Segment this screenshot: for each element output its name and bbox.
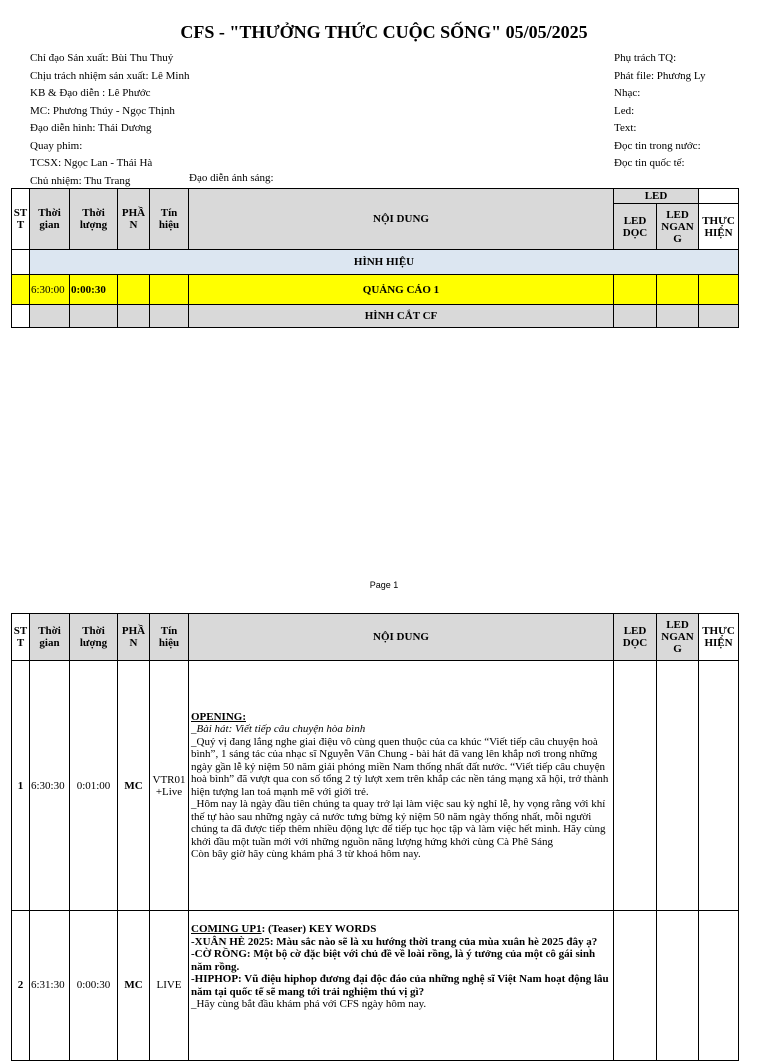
row-stt: 1 [12, 661, 30, 911]
credit-line: Đọc tin trong nước: [614, 139, 701, 152]
credit-line: Quay phim: [30, 139, 83, 152]
row-stt: 2 [12, 911, 30, 1061]
script-paragraph: _Hôm nay là ngày đầu tiên chúng ta quay trở lại làm việc sau kỳ nghỉ lễ, hy vọng rằng với khí thế tự hào sau những ngày cả nước tưng bừng kỷ niệm 50 năm ngày thống nhất, mỗi người chúng ta đã được tiếp thêm nhiều động lực để tiếp tục học tập và làm việc hết mình. Hãy cùng khởi đầu một tuần mới với những nguồn năng lượng hứng khởi cùng Cà Phê Sáng [191, 798, 606, 848]
header-content: NỘI DUNG [189, 614, 614, 661]
table-row [12, 275, 739, 305]
row-duration: 0:01:00 [70, 661, 118, 911]
rundown-table-page2 [11, 613, 739, 1061]
header-led-ngang: LED NGAN G [657, 204, 699, 250]
credit-line: Led: [614, 104, 635, 117]
script-paragraph: _Quý vị đang lắng nghe giai điệu vô cùng quen thuộc của ca khúc “Viết tiếp câu chuyện hoà bình”, 1 sáng tác của nhạc sĩ Nguyễn Văn Chung - bài hát đã vang lên khắp nơi trong những ngày gần lễ kỷ niệm 50 năm giải phóng miền Nam thống nhất đất nước. “Viết tiếp câu chuyện hoà bình” đã vượt qua con số tổng 2 tỷ lượt xem trên khắp các nền tảng mạng xã hội, trở thành hiện tượng lan toả mạnh mẽ với giới trẻ. [191, 735, 609, 798]
credit-line: Đọc tin quốc tế: [614, 157, 685, 169]
header-stt: ST T [12, 614, 30, 661]
header-thuc-hien: THỰC HIỆN [699, 614, 739, 661]
header-led: LED [614, 189, 699, 204]
table-row [12, 305, 739, 328]
table-row [12, 250, 739, 275]
row-signal: VTR01 +Live [150, 661, 189, 911]
song-title: _Bài hát: Viết tiếp câu chuyện hòa bình [191, 723, 366, 735]
row-signal: LIVE [150, 911, 189, 1061]
lighting-director-label: Đạo diễn ánh sáng: [189, 172, 274, 184]
table-row [12, 911, 739, 1061]
row-duration: 0:00:30 [70, 275, 118, 305]
row-time: 6:30:00 [30, 275, 70, 305]
row-duration: 0:00:30 [70, 911, 118, 1061]
credit-line: Chịu trách nhiệm sản xuất: Lê Minh [30, 69, 190, 82]
credit-line: TCSX: Ngọc Lan - Thái Hà [30, 157, 153, 169]
credit-line: MC: Phương Thúy - Ngọc Thịnh [30, 104, 175, 117]
script-paragraph: Còn bây giờ hãy cùng khám phá 3 từ khoá hôm nay. [191, 848, 421, 860]
header-led-doc: LED DỌC [614, 614, 657, 661]
segment-label: QUẢNG CÁO 1 [189, 275, 614, 305]
header-thuc-hien: THỰC HIỆN [699, 204, 739, 250]
header-content: NỘI DUNG [189, 189, 614, 250]
row-part: MC [118, 661, 150, 911]
row-content [189, 661, 614, 911]
header-part: PHẦ N [118, 614, 150, 661]
row-time: 6:30:30 [30, 661, 70, 911]
credits-left [30, 50, 189, 190]
credit-line: Phụ trách TQ: [614, 52, 677, 64]
segment-heading: OPENING: [191, 710, 246, 723]
header-time: Thời gian [30, 614, 70, 661]
row-content [189, 911, 614, 1061]
page-number: Page 1 [369, 580, 399, 590]
script-paragraph: _Hãy cùng bắt đầu khám phá với CFS ngày hôm nay. [191, 998, 427, 1010]
header-stt: ST T [12, 189, 30, 250]
credits-right [614, 50, 706, 173]
keyword-item: -HIPHOP: Vũ điệu hiphop đương đại độc đáo của những nghệ sĩ Việt Nam hoạt động lâu năm tại quốc tế sẽ mang tới trải nghiệm thú vị gì? [191, 973, 609, 998]
row-part: MC [118, 911, 150, 1061]
credit-line: Phát file: Phương Ly [614, 69, 706, 82]
segment-heading-rest: : (Teaser) KEY WORDS [261, 923, 377, 935]
header-blank [699, 189, 739, 204]
row-time: 6:31:30 [30, 911, 70, 1061]
credit-line: Chủ nhiệm: Thu Trang [30, 174, 131, 187]
header-signal: Tín hiệu [150, 614, 189, 661]
segment-label: HÌNH CẮT CF [189, 305, 614, 328]
header-duration: Thời lượng [70, 189, 118, 250]
header-signal: Tín hiệu [150, 189, 189, 250]
header-duration: Thời lượng [70, 614, 118, 661]
header-led-doc: LED DỌC [614, 204, 657, 250]
credit-line: KB & Đạo diễn : Lê Phước [30, 87, 151, 99]
keyword-item: -CỜ RỒNG: Một bộ cờ đặc biệt với chủ đề về loài rồng, là ý tưởng của một cô gái sinh năm rồng. [191, 948, 596, 973]
credit-line: Text: [614, 122, 637, 134]
rundown-table-page1 [11, 188, 739, 328]
header-part: PHẦ N [118, 189, 150, 250]
header-time: Thời gian [30, 189, 70, 250]
credit-line: Chỉ đạo Sản xuất: Bùi Thu Thuỷ [30, 52, 174, 64]
credit-line: Nhạc: [614, 87, 641, 99]
page-title: CFS - "THƯỞNG THỨC CUỘC SỐNG" 05/05/2025 [180, 22, 588, 42]
segment-label: HÌNH HIỆU [30, 250, 739, 275]
header-led-ngang: LED NGAN G [657, 614, 699, 661]
credit-line: Đạo diễn hình: Thái Dương [30, 122, 152, 134]
table-row [12, 661, 739, 911]
segment-heading: COMING UP1 [191, 923, 262, 935]
keyword-item: -XUÂN HÈ 2025: Màu sắc nào sẽ là xu hướng thời trang của mùa xuân hè 2025 đây ạ? [191, 935, 598, 948]
